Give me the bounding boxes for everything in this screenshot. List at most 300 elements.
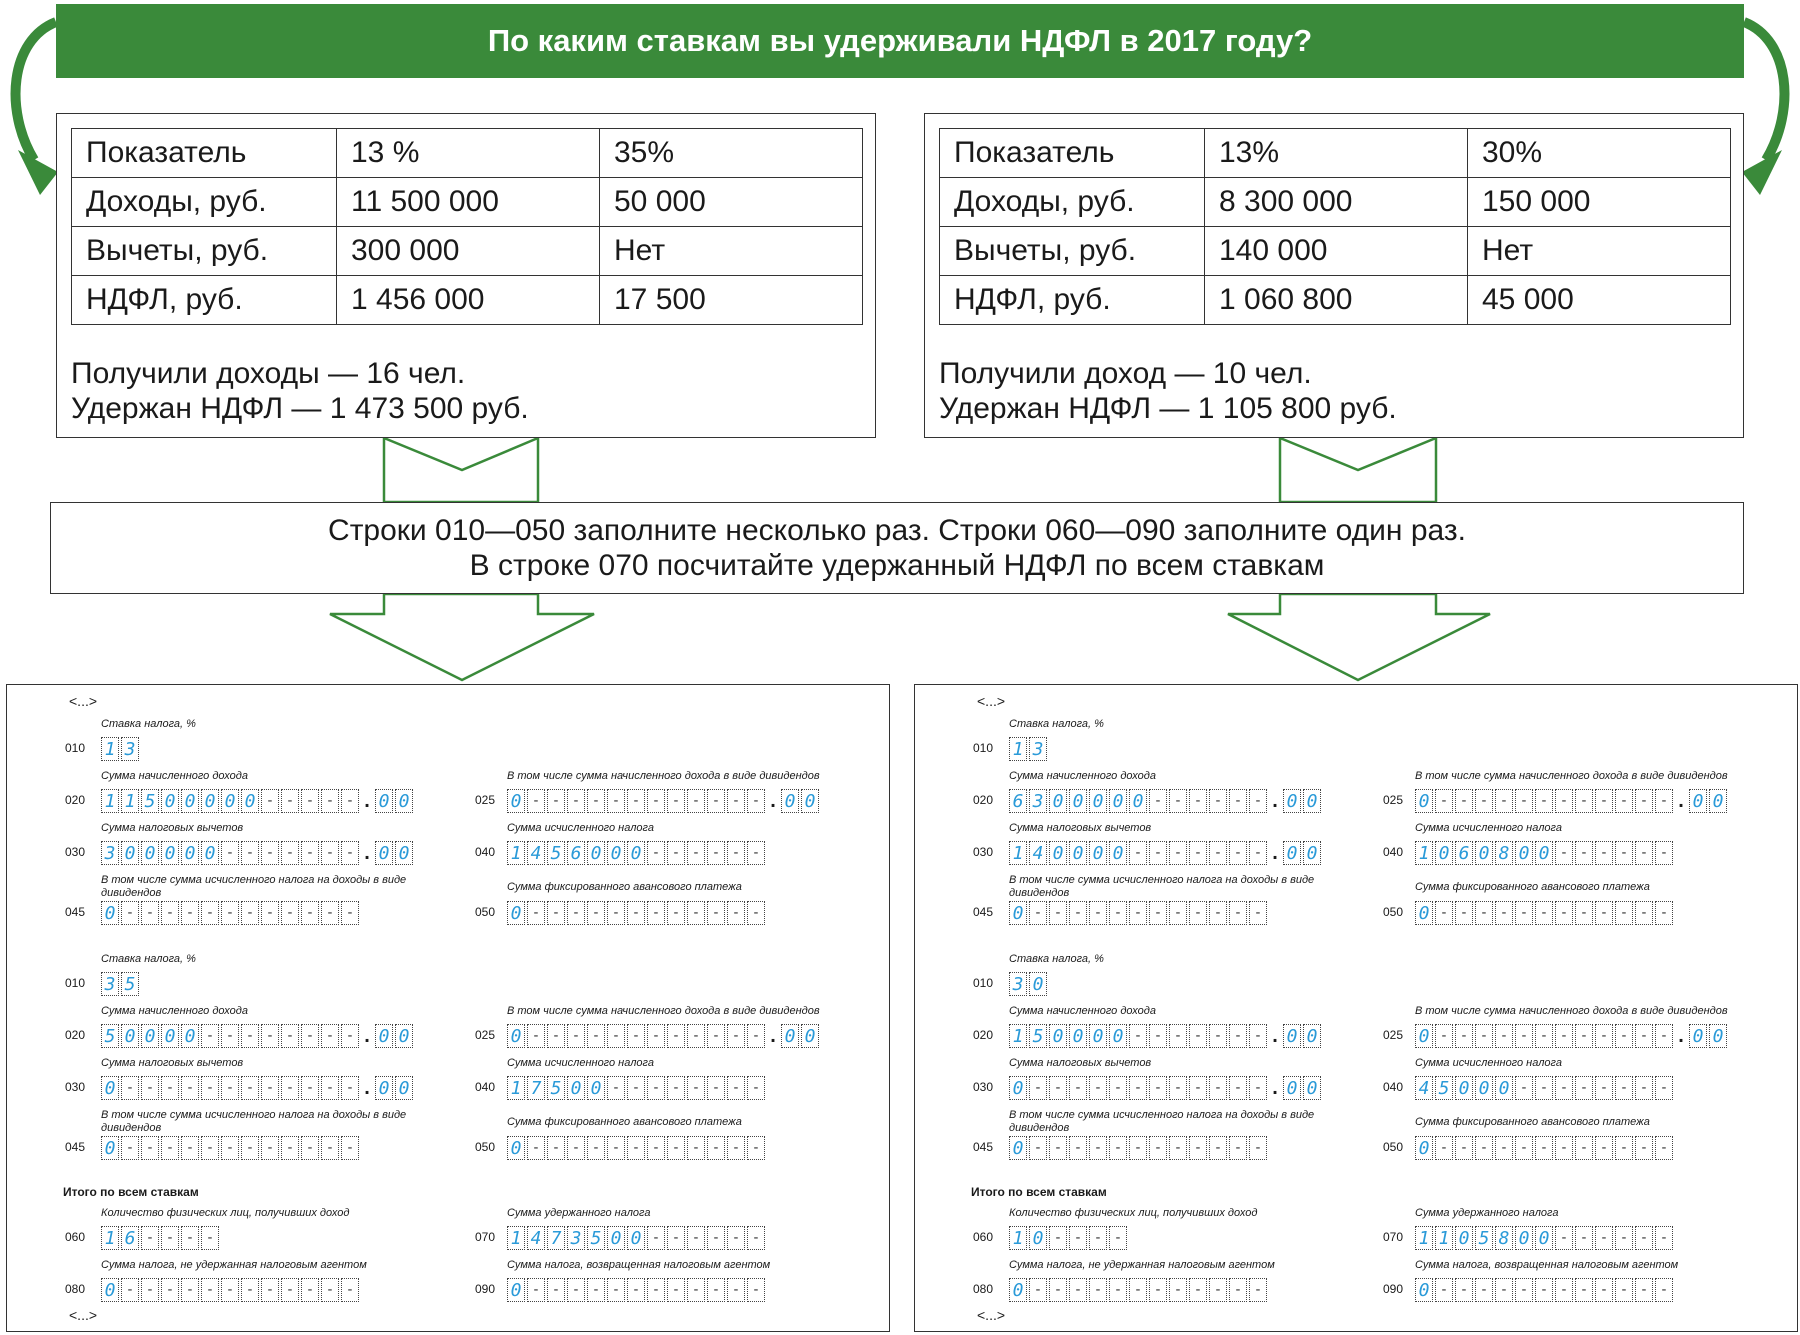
- digit-cell: [141, 1076, 159, 1100]
- digit: 0: [1012, 1137, 1024, 1159]
- digit: 1: [124, 790, 136, 812]
- digit-cell: [647, 789, 665, 813]
- table-cell: 17 500: [600, 276, 863, 325]
- field-025: [1415, 1024, 1729, 1048]
- digit-cell: [141, 901, 159, 925]
- digit-cell: [527, 1136, 545, 1160]
- digit-cell: [301, 789, 319, 813]
- digit-cell: [1029, 789, 1047, 813]
- digit-cell: [567, 1076, 585, 1100]
- digit-cell: [1495, 1136, 1513, 1160]
- digit-cell: [1435, 1024, 1453, 1048]
- digit: 0: [398, 842, 410, 864]
- field-caption: Сумма исчисленного налога: [1415, 1057, 1562, 1069]
- digit-cell: [727, 1024, 745, 1048]
- digit-cell: [1455, 1278, 1473, 1302]
- digit: 5: [550, 1077, 562, 1099]
- digit-cell: [1455, 1076, 1473, 1100]
- digit: 4: [1418, 1077, 1430, 1099]
- field-030: [1009, 1076, 1323, 1100]
- digit-cell: [321, 841, 339, 865]
- line-code: 020: [973, 793, 994, 807]
- field-caption: Сумма начисленного дохода: [101, 1005, 248, 1017]
- table-cell: Показатель: [940, 129, 1205, 178]
- decimal-point: .: [770, 1025, 776, 1047]
- digit: 0: [164, 842, 176, 864]
- digit: 0: [378, 1077, 390, 1099]
- digit-cell: [607, 1136, 625, 1160]
- digit-cell: [1049, 841, 1067, 865]
- digit-cell: [1089, 789, 1107, 813]
- field-040: [1415, 841, 1675, 865]
- digit-cell: [687, 1136, 705, 1160]
- digit: 0: [124, 1025, 136, 1047]
- line-code: 020: [973, 1028, 994, 1042]
- digit-cell: [1535, 901, 1553, 925]
- digit-cell: [141, 841, 159, 865]
- digit: 0: [1012, 902, 1024, 924]
- table-cell: 30%: [1468, 129, 1731, 178]
- decimal-point: .: [364, 1077, 370, 1099]
- table-cell: Показатель: [72, 129, 337, 178]
- digit-cell: [1555, 841, 1573, 865]
- digit: 3: [124, 738, 136, 760]
- digit: 0: [104, 1077, 116, 1099]
- field-045: [101, 901, 361, 925]
- digit-cell: [647, 1076, 665, 1100]
- field-025: [1415, 789, 1729, 813]
- digit: 5: [1032, 1025, 1044, 1047]
- digit-cell: [627, 1278, 645, 1302]
- digit: 0: [1286, 1077, 1298, 1099]
- line-code: 080: [65, 1282, 86, 1296]
- table-cell: 45 000: [1468, 276, 1731, 325]
- digit-cell: [161, 1278, 179, 1302]
- digit: 5: [550, 842, 562, 864]
- digit-cell: [1475, 1136, 1493, 1160]
- digit: 0: [144, 842, 156, 864]
- line-code: 060: [973, 1230, 994, 1244]
- digit: 0: [1306, 1077, 1318, 1099]
- digit-cell: [647, 1024, 665, 1048]
- digit: 0: [510, 902, 522, 924]
- digit-cell: [1049, 1024, 1067, 1048]
- digit-cell: [607, 1278, 625, 1302]
- digit-cell: [727, 1226, 745, 1250]
- digit-cell: [627, 901, 645, 925]
- digit-cell: [607, 1226, 625, 1250]
- decimal-point: .: [1678, 1025, 1684, 1047]
- digit-cell: [1615, 841, 1633, 865]
- digit-cell: [1189, 1076, 1207, 1100]
- digit-cell: [281, 1076, 299, 1100]
- digit-cell: [1655, 789, 1673, 813]
- table-cell: Вычеты, руб.: [940, 227, 1205, 276]
- digit-cell: [1615, 1136, 1633, 1160]
- digit-cell: [1189, 1136, 1207, 1160]
- digit-cell: [1009, 737, 1027, 761]
- digit-cell: [667, 1024, 685, 1048]
- digit-cell: [687, 841, 705, 865]
- digit-cell: [1069, 1226, 1087, 1250]
- digit-cell: [1009, 841, 1027, 865]
- line-code: 090: [1383, 1282, 1404, 1296]
- kopeck-cell: [1303, 1076, 1321, 1100]
- digit: 0: [1418, 1025, 1430, 1047]
- digit: 4: [530, 1227, 542, 1249]
- digit-cell: [321, 1076, 339, 1100]
- digit: 0: [1052, 1025, 1064, 1047]
- field-080: [101, 1278, 361, 1302]
- digit-cell: [101, 841, 119, 865]
- line-code: 040: [1383, 845, 1404, 859]
- decimal-point: .: [1272, 790, 1278, 812]
- digit-cell: [507, 1024, 525, 1048]
- digit-cell: [1209, 1024, 1227, 1048]
- digit-cell: [1149, 901, 1167, 925]
- digit-cell: [1415, 1136, 1433, 1160]
- digit-cell: [567, 901, 585, 925]
- digit-cell: [587, 1136, 605, 1160]
- digit-cell: [567, 1278, 585, 1302]
- line-code: 010: [65, 741, 86, 755]
- digit: 0: [1052, 790, 1064, 812]
- digit-cell: [1229, 1278, 1247, 1302]
- digit-cell: [261, 841, 279, 865]
- digit-cell: [1535, 841, 1553, 865]
- right-form-panel: [914, 684, 1798, 1332]
- instruction-line-2: В строке 070 посчитайте удержанный НДФЛ по всем ставкам: [469, 549, 1325, 582]
- digit-cell: [667, 841, 685, 865]
- digit-cell: [1435, 841, 1453, 865]
- field-caption: Сумма налога, не удержанная налоговым агентом: [1009, 1259, 1275, 1271]
- digit-cell: [567, 1024, 585, 1048]
- kopeck-cell: [1283, 841, 1301, 865]
- digit-cell: [1029, 1226, 1047, 1250]
- field-070: [1415, 1226, 1675, 1250]
- digit-cell: [1615, 1076, 1633, 1100]
- digit: 0: [1518, 1227, 1530, 1249]
- table-cell: 150 000: [1468, 178, 1731, 227]
- digit-cell: [687, 901, 705, 925]
- digit-cell: [1615, 1226, 1633, 1250]
- digit-cell: [201, 789, 219, 813]
- digit-cell: [687, 1076, 705, 1100]
- digit-cell: [587, 1226, 605, 1250]
- digit-cell: [301, 901, 319, 925]
- digit-cell: [261, 789, 279, 813]
- field-050: [507, 901, 767, 925]
- right-down-arrow-icon: [1228, 594, 1490, 680]
- ellipsis-top: <...>: [69, 693, 98, 709]
- line-code: 025: [475, 1028, 496, 1042]
- digit-cell: [141, 1226, 159, 1250]
- table-row: [940, 178, 1731, 227]
- digit-cell: [1009, 789, 1027, 813]
- kopeck-cell: [1709, 1024, 1727, 1048]
- digit-cell: [201, 1024, 219, 1048]
- instruction-line-1: Строки 010—050 заполните несколько раз. Строки 060—090 заполните один раз.: [328, 514, 1466, 547]
- digit-cell: [1555, 1076, 1573, 1100]
- field-090: [507, 1278, 767, 1302]
- digit-cell: [1109, 901, 1127, 925]
- digit-cell: [1229, 841, 1247, 865]
- digit-cell: [667, 789, 685, 813]
- digit-cell: [1535, 1136, 1553, 1160]
- digit-cell: [607, 841, 625, 865]
- digit: 0: [224, 790, 236, 812]
- digit-cell: [747, 841, 765, 865]
- table-cell: Нет: [600, 227, 863, 276]
- digit-cell: [567, 841, 585, 865]
- digit-cell: [1109, 1076, 1127, 1100]
- digit-cell: [507, 841, 525, 865]
- digit-cell: [527, 1278, 545, 1302]
- digit-cell: [1435, 789, 1453, 813]
- field-caption: Сумма начисленного дохода: [101, 770, 248, 782]
- digit-cell: [1009, 1136, 1027, 1160]
- digit: 3: [570, 1227, 582, 1249]
- digit-cell: [547, 1076, 565, 1100]
- digit-cell: [321, 1024, 339, 1048]
- kopeck-cell: [1709, 789, 1727, 813]
- digit: 0: [1072, 842, 1084, 864]
- left-data-table: [71, 128, 863, 325]
- digit-cell: [121, 789, 139, 813]
- field-caption: Сумма налога, не удержанная налоговым агентом: [101, 1259, 367, 1271]
- line-code: 030: [65, 845, 86, 859]
- right-summary-tax: Удержан НДФЛ — 1 105 800 руб.: [939, 392, 1397, 425]
- line-code: 025: [1383, 1028, 1404, 1042]
- digit-cell: [1515, 1024, 1533, 1048]
- digit-cell: [627, 1024, 645, 1048]
- decimal-point: .: [1272, 842, 1278, 864]
- digit: 6: [570, 842, 582, 864]
- digit: 0: [1286, 790, 1298, 812]
- digit-cell: [507, 1226, 525, 1250]
- digit-cell: [1189, 1278, 1207, 1302]
- digit: 0: [1032, 973, 1044, 995]
- digit: 5: [1438, 1077, 1450, 1099]
- kopeck-cell: [375, 841, 393, 865]
- digit-cell: [121, 1024, 139, 1048]
- digit-cell: [1515, 901, 1533, 925]
- digit-cell: [221, 1136, 239, 1160]
- digit-cell: [121, 1278, 139, 1302]
- decimal-point: .: [364, 790, 370, 812]
- digit-cell: [1069, 841, 1087, 865]
- digit-cell: [161, 789, 179, 813]
- digit: 0: [378, 1025, 390, 1047]
- field-010: [101, 737, 141, 761]
- digit-cell: [201, 1226, 219, 1250]
- digit-cell: [161, 1024, 179, 1048]
- digit-cell: [1129, 1278, 1147, 1302]
- digit-cell: [1655, 841, 1673, 865]
- digit-cell: [121, 841, 139, 865]
- digit-cell: [727, 1136, 745, 1160]
- field-020: [101, 1024, 415, 1048]
- digit-cell: [687, 789, 705, 813]
- digit-cell: [1515, 1226, 1533, 1250]
- digit-cell: [101, 1076, 119, 1100]
- digit-cell: [341, 789, 359, 813]
- digit-cell: [1009, 901, 1027, 925]
- decimal-point: .: [1272, 1077, 1278, 1099]
- table-row: [72, 227, 863, 276]
- digit-cell: [1249, 1136, 1267, 1160]
- digit: 0: [144, 1025, 156, 1047]
- digit-cell: [527, 1226, 545, 1250]
- digit: 0: [1418, 1279, 1430, 1301]
- digit-cell: [1169, 901, 1187, 925]
- digit-cell: [1415, 841, 1433, 865]
- digit: 0: [610, 842, 622, 864]
- digit: 1: [104, 738, 116, 760]
- digit-cell: [281, 1024, 299, 1048]
- digit-cell: [607, 901, 625, 925]
- digit-cell: [261, 1024, 279, 1048]
- digit-cell: [1109, 841, 1127, 865]
- field-010: [1009, 972, 1049, 996]
- line-code: 050: [475, 1140, 496, 1154]
- table-row: [940, 276, 1731, 325]
- digit: 1: [510, 1077, 522, 1099]
- digit: 3: [1012, 973, 1024, 995]
- digit: 0: [1438, 842, 1450, 864]
- line-code: 045: [973, 905, 994, 919]
- digit-cell: [1089, 1278, 1107, 1302]
- digit-cell: [261, 1076, 279, 1100]
- digit-cell: [527, 1076, 545, 1100]
- totals-title: Итого по всем ставкам: [63, 1185, 199, 1199]
- digit: 8: [1498, 842, 1510, 864]
- left-form-panel: [6, 684, 890, 1332]
- digit-cell: [161, 1076, 179, 1100]
- line-code: 050: [1383, 905, 1404, 919]
- digit-cell: [527, 1024, 545, 1048]
- digit: 1: [1418, 1227, 1430, 1249]
- field-045: [101, 1136, 361, 1160]
- digit-cell: [1635, 789, 1653, 813]
- digit-cell: [1129, 789, 1147, 813]
- digit: 0: [204, 790, 216, 812]
- digit-cell: [261, 1136, 279, 1160]
- table-cell: Вычеты, руб.: [72, 227, 337, 276]
- digit-cell: [687, 1278, 705, 1302]
- digit-cell: [707, 1278, 725, 1302]
- table-cell: Нет: [1468, 227, 1731, 276]
- ellipsis-bottom: <...>: [977, 1307, 1006, 1323]
- digit: 0: [1286, 842, 1298, 864]
- table-cell: Доходы, руб.: [940, 178, 1205, 227]
- digit-cell: [141, 1024, 159, 1048]
- digit: 3: [1032, 790, 1044, 812]
- digit: 0: [1518, 842, 1530, 864]
- digit: 0: [1712, 1025, 1724, 1047]
- digit-cell: [587, 1076, 605, 1100]
- digit: 0: [1306, 1025, 1318, 1047]
- digit-cell: [241, 1024, 259, 1048]
- digit: 0: [630, 1227, 642, 1249]
- digit-cell: [1089, 901, 1107, 925]
- digit-cell: [747, 1076, 765, 1100]
- digit-cell: [1595, 1226, 1613, 1250]
- digit-cell: [567, 1136, 585, 1160]
- table-row: [72, 276, 863, 325]
- digit-cell: [547, 789, 565, 813]
- digit-cell: [1515, 841, 1533, 865]
- digit-cell: [587, 841, 605, 865]
- digit-cell: [707, 1136, 725, 1160]
- digit-cell: [1555, 1136, 1573, 1160]
- kopeck-cell: [1303, 841, 1321, 865]
- digit-cell: [341, 1076, 359, 1100]
- decimal-point: .: [1678, 790, 1684, 812]
- digit-cell: [281, 1278, 299, 1302]
- digit-cell: [1535, 1226, 1553, 1250]
- digit-cell: [1475, 841, 1493, 865]
- digit-cell: [1009, 1024, 1027, 1048]
- field-caption: Ставка налога, %: [1009, 953, 1104, 965]
- digit-cell: [1229, 1136, 1247, 1160]
- digit-cell: [707, 1024, 725, 1048]
- digit-cell: [1249, 1076, 1267, 1100]
- digit-cell: [1129, 1136, 1147, 1160]
- digit-cell: [1049, 1278, 1067, 1302]
- digit-cell: [1455, 901, 1473, 925]
- digit-cell: [1575, 1278, 1593, 1302]
- digit: 0: [590, 1077, 602, 1099]
- field-050: [1415, 1136, 1675, 1160]
- digit: 0: [1418, 902, 1430, 924]
- digit: 0: [1092, 842, 1104, 864]
- kopeck-cell: [781, 1024, 799, 1048]
- digit: 0: [1458, 1077, 1470, 1099]
- digit-cell: [201, 1278, 219, 1302]
- digit-cell: [101, 901, 119, 925]
- digit-cell: [1635, 1136, 1653, 1160]
- table-cell: 13%: [1205, 129, 1468, 178]
- digit-cell: [281, 1136, 299, 1160]
- field-caption: Сумма фиксированного авансового платежа: [1415, 1116, 1650, 1128]
- field-caption: Сумма налоговых вычетов: [101, 822, 244, 834]
- kopeck-cell: [1283, 1024, 1301, 1048]
- right-curved-arrow-icon: [1744, 22, 1784, 160]
- digit-cell: [121, 1076, 139, 1100]
- digit-cell: [301, 1278, 319, 1302]
- digit-cell: [747, 1278, 765, 1302]
- digit-cell: [507, 901, 525, 925]
- digit-cell: [1129, 1076, 1147, 1100]
- field-caption: Сумма налоговых вычетов: [1009, 1057, 1152, 1069]
- table-row: [940, 129, 1731, 178]
- digit: 0: [104, 1137, 116, 1159]
- digit-cell: [301, 1136, 319, 1160]
- digit: 0: [378, 842, 390, 864]
- digit-cell: [1435, 1136, 1453, 1160]
- digit-cell: [261, 1278, 279, 1302]
- table-cell: НДФЛ, руб.: [940, 276, 1205, 325]
- digit: 0: [1112, 790, 1124, 812]
- digit-cell: [221, 1278, 239, 1302]
- digit-cell: [1455, 1136, 1473, 1160]
- digit-cell: [547, 1136, 565, 1160]
- digit-cell: [1535, 1278, 1553, 1302]
- digit: 6: [1012, 790, 1024, 812]
- digit-cell: [1635, 1076, 1653, 1100]
- digit-cell: [241, 1136, 259, 1160]
